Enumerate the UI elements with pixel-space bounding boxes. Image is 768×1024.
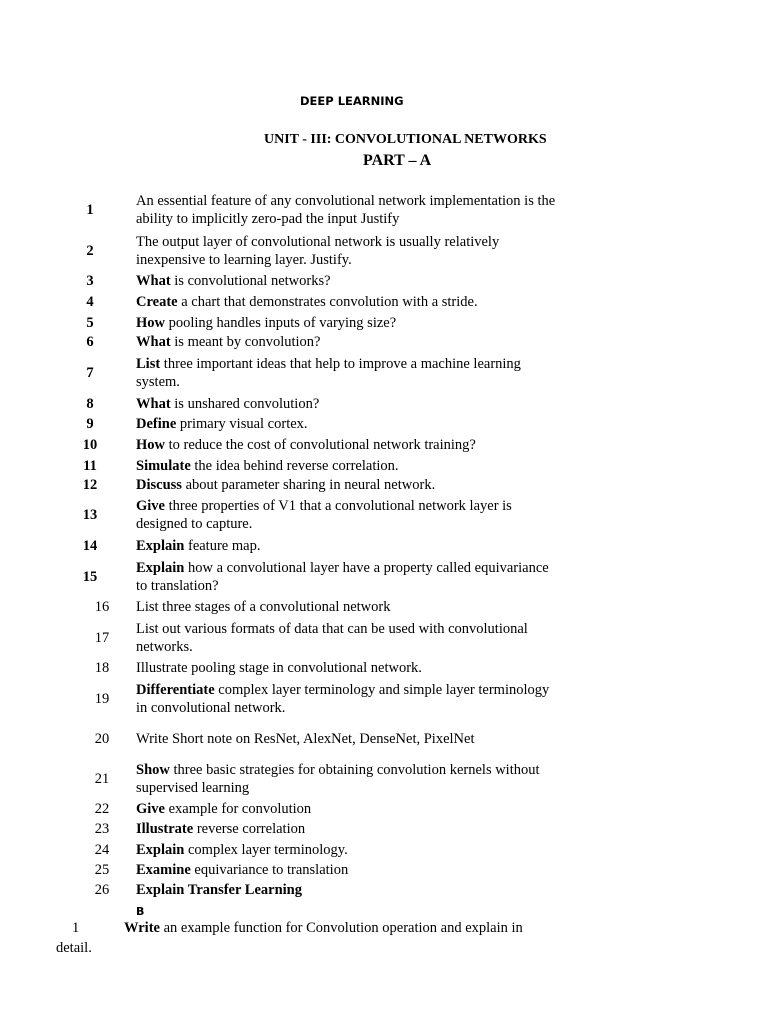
question-number: 3 (86, 273, 94, 289)
question-text (136, 458, 561, 476)
question-text (136, 621, 561, 656)
question-keyword: Illustrate (136, 821, 194, 837)
question-body: Write Short note on ResNet, AlexNet, DenseNet, PixelNet (136, 731, 475, 747)
question-body: reverse correlation (193, 821, 306, 837)
part-a-title: PART – A (363, 152, 432, 169)
question-keyword: Define (136, 416, 177, 432)
question-keyword: Write (124, 920, 160, 936)
question-text (136, 660, 561, 678)
question-text (136, 560, 561, 595)
subject-title: DEEP LEARNING (300, 94, 404, 108)
question-number: 2 (86, 243, 94, 259)
question-keyword: Give (136, 801, 165, 817)
question-number: 6 (86, 334, 94, 350)
question-body: is meant by convolution? (170, 334, 321, 350)
part-b-question-number: 1 (72, 920, 80, 936)
question-text (136, 599, 561, 617)
question-keyword: Simulate (136, 458, 191, 474)
question-body: List out various formats of data that can be used with convolutional networks. (136, 621, 528, 655)
question-text (136, 731, 561, 749)
question-body: The output layer of convolutional network is usually relatively inexpensive to learning layer. Justify. (136, 234, 500, 268)
question-number: 13 (82, 507, 98, 523)
question-keyword: Discuss (136, 477, 182, 493)
question-text (136, 396, 561, 414)
question-keyword: What (136, 273, 171, 289)
question-number: 5 (86, 315, 94, 331)
question-text (136, 882, 561, 900)
question-body: equivariance to translation (190, 862, 349, 878)
question-text (136, 538, 561, 556)
question-number: 19 (94, 691, 110, 707)
question-text (136, 842, 561, 860)
question-keyword: What (136, 334, 171, 350)
unit-title: UNIT - III: CONVOLUTIONAL NETWORKS (264, 132, 547, 147)
question-number: 11 (83, 458, 97, 474)
question-text (136, 498, 561, 533)
question-number: 12 (82, 477, 98, 493)
question-body: pooling handles inputs of varying size? (165, 315, 397, 331)
question-body: is unshared convolution? (170, 396, 320, 412)
part-b-label: B (136, 905, 145, 918)
question-text (136, 682, 561, 717)
question-text (136, 315, 561, 333)
question-number: 22 (94, 801, 110, 817)
question-text (136, 762, 561, 797)
question-keyword: How (136, 315, 165, 331)
question-number: 15 (82, 569, 98, 585)
question-body: three important ideas that help to improve a machine learning system. (136, 356, 521, 390)
question-text (136, 416, 561, 434)
question-number: 17 (94, 630, 110, 646)
question-keyword: Explain (136, 538, 185, 554)
question-text (136, 801, 561, 819)
question-number: 9 (86, 416, 94, 432)
question-number: 14 (82, 538, 98, 554)
question-number: 8 (86, 396, 94, 412)
question-body: three properties of V1 that a convolutional network layer is designed to capture. (136, 498, 512, 532)
question-keyword: Show (136, 762, 170, 778)
question-number: 1 (86, 202, 94, 218)
part-b-question-continuation: detail. (56, 940, 92, 956)
question-keyword: List (136, 356, 161, 372)
question-number: 7 (86, 365, 94, 381)
question-text (136, 437, 561, 455)
question-body: complex layer terminology and simple layer terminology in convolutional network. (136, 682, 550, 716)
question-body: example for convolution (165, 801, 312, 817)
question-text (136, 862, 561, 880)
question-body: Illustrate pooling stage in convolutional network. (136, 660, 422, 676)
question-body: An essential feature of any convolutional network implementation is the ability to implicitly zero-pad the input Justify (136, 193, 556, 227)
question-keyword: How (136, 437, 165, 453)
question-text (136, 234, 561, 269)
question-body: primary visual cortex. (176, 416, 308, 432)
question-keyword: Differentiate (136, 682, 215, 698)
question-body: how a convolutional layer have a property called equivariance to translation? (136, 560, 549, 594)
question-number: 26 (94, 882, 110, 898)
question-number: 24 (94, 842, 110, 858)
question-keyword: Examine (136, 862, 191, 878)
question-body: about parameter sharing in neural network. (181, 477, 436, 493)
part-b-question-text (124, 920, 564, 937)
question-number: 10 (82, 437, 98, 453)
question-keyword: Create (136, 294, 178, 310)
question-text (136, 334, 561, 352)
question-number: 25 (94, 862, 110, 878)
question-body: List three stages of a convolutional network (136, 599, 391, 615)
question-number: 18 (94, 660, 110, 676)
question-body: an example function for Convolution operation and explain in (159, 920, 523, 936)
question-text (136, 193, 561, 228)
question-number: 21 (94, 771, 110, 787)
question-number: 4 (86, 294, 94, 310)
question-number: 20 (94, 731, 110, 747)
question-body: the idea behind reverse correlation. (190, 458, 399, 474)
question-body: is convolutional networks? (170, 273, 331, 289)
question-text (136, 356, 561, 391)
question-body: a chart that demonstrates convolution with a stride. (177, 294, 478, 310)
question-number: 16 (94, 599, 110, 615)
question-text (136, 273, 561, 291)
question-text (136, 821, 561, 839)
question-text (136, 477, 561, 495)
question-keyword: What (136, 396, 171, 412)
question-keyword: Explain (136, 560, 185, 576)
question-keyword: Give (136, 498, 165, 514)
question-keyword: Explain (136, 842, 185, 858)
question-number: 23 (94, 821, 110, 837)
question-body: three basic strategies for obtaining convolution kernels without supervised learning (136, 762, 540, 796)
question-text (136, 294, 561, 312)
question-body: to reduce the cost of convolutional network training? (165, 437, 476, 453)
question-body: feature map. (184, 538, 261, 554)
question-keyword: Explain Transfer Learning (136, 882, 302, 898)
question-body: complex layer terminology. (184, 842, 348, 858)
